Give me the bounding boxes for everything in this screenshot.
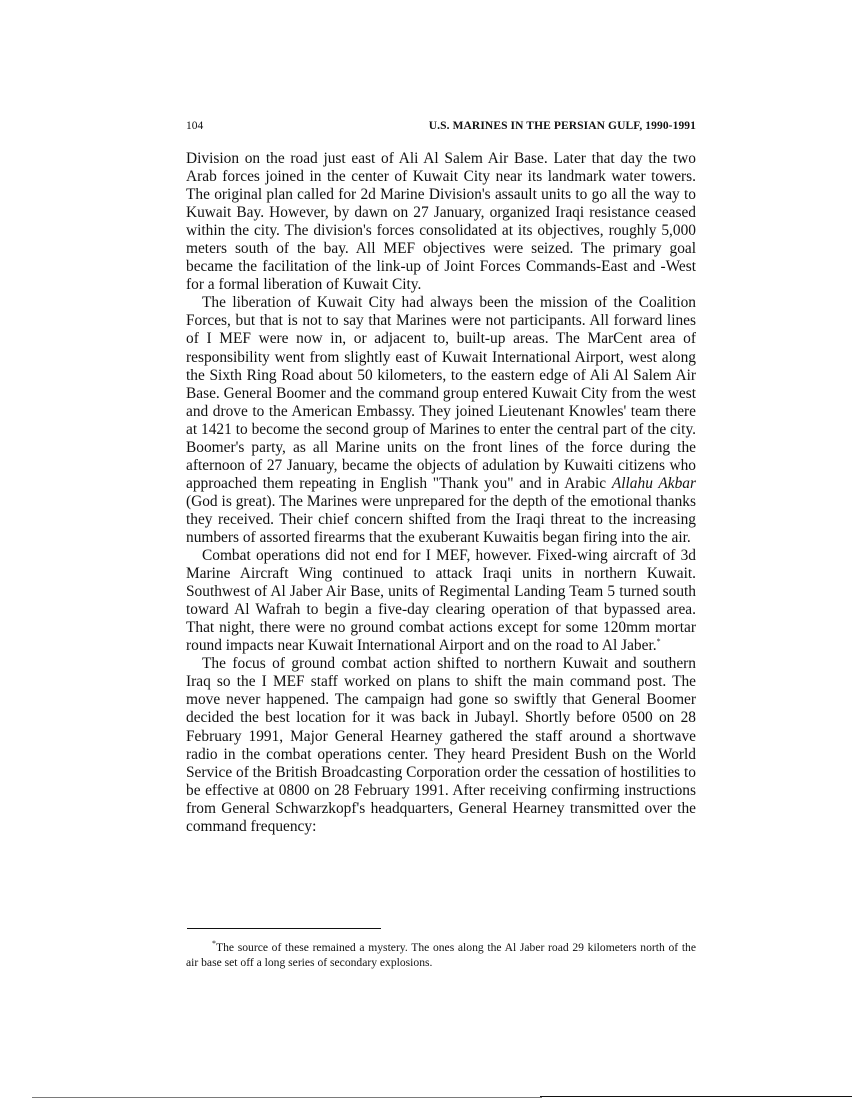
paragraph	[186, 655, 696, 835]
page-number: 104	[186, 120, 204, 132]
paragraph	[186, 294, 696, 547]
footnote-text: The source of these remained a mystery. The ones along the Al Jaber road 29 kilometers north of the air base set off a long series of secondary explosions.	[186, 941, 696, 969]
paragraph	[186, 150, 696, 294]
footnote	[186, 940, 696, 970]
paragraph-text: Division on the road just east of Ali Al Salem Air Base. Later that day the two Arab forces joined in the center of Kuwait City near its landmark water towers. The original plan called for 2d Marine Division's assault units to go all the way to Kuwait Bay. However, by dawn on 27 January, organized Iraqi resistance ceased within the city. The division's forces consolidated at its objectives, roughly 5,000 meters south of the bay. All MEF objectives were seized. The primary goal became the facilitation of the link-up of Joint Forces Commands-East and -West for a formal liberation of Kuwait City.	[186, 150, 696, 294]
paragraph-text: The liberation of Kuwait City had always been the mission of the Coalition Forces, but that is not to say that Marines were not participants. All forward lines of I MEF were now in, or adjacent to, built-up areas. The MarCent area of responsibility went from slightly east of Kuwait International Airport, west along the Sixth Ring Road about 50 kilometers, to the eastern edge of Ali Al Salem Air Base. General Boomer and the command group entered Kuwait City from the west and drove to the American Embassy. They joined Lieutenant Knowles' team there at 1421 to become the second group of Marines to enter the central part of the city. Boomer's party, as all Marine units on the front lines of the force during the afternoon of 27 January, became the objects of adulation by Kuwaiti citizens who approached them repeating in English "Thank you" and in Arabic	[186, 294, 696, 492]
footnote-divider	[187, 928, 381, 929]
body-text	[186, 150, 696, 836]
paragraph-text: Combat operations did not end for I MEF, however. Fixed-wing aircraft of 3d Marine Aircraft Wing continued to attack Iraqi units in northern Kuwait. Southwest of Al Jaber Air Base, units of Regimental Landing Team 5 turned south toward Al Wafrah to begin a five-day clearing operation of that bypassed area. That night, there were no ground combat actions except for some 120mm mortar round impacts near Kuwait International Airport and on the road to Al Jaber.	[186, 547, 696, 655]
paragraph	[186, 547, 696, 655]
paragraph-text: (God is great). The Marines were unprepared for the depth of the emotional thanks they received. Their chief concern shifted from the Iraqi threat to the increasing numbers of assorted firearms that the exuberant Kuwaitis began firing into the air.	[186, 492, 696, 546]
italic-phrase: Allahu Akbar	[611, 474, 696, 492]
running-title: U.S. MARINES IN THE PERSIAN GULF, 1990-1991	[428, 120, 696, 132]
footnote-mark: *	[212, 939, 216, 949]
paragraph-text: The focus of ground combat action shifted to northern Kuwait and southern Iraq so the I MEF staff worked on plans to shift the main command post. The move never happened. The campaign had gone so swiftly that General Boomer decided the best location for it was back in Jubayl. Shortly before 0500 on 28 February 1991, Major General Hearney gathered the staff around a shortwave radio in the combat operations center. They heard President Bush on the World Service of the British Broadcasting Corporation order the cessation of hostilities to be effective at 0800 on 28 February 1991. After receiving confirming instructions from General Schwarzkopf's headquarters, General Hearney transmitted over the command frequency:	[186, 655, 696, 835]
page-bottom-edge-dark	[540, 1096, 852, 1097]
footnote-reference[interactable]: *	[656, 637, 661, 647]
footnote-paragraph	[186, 940, 696, 970]
running-head	[186, 120, 696, 138]
page-bottom-edge	[32, 1097, 542, 1098]
